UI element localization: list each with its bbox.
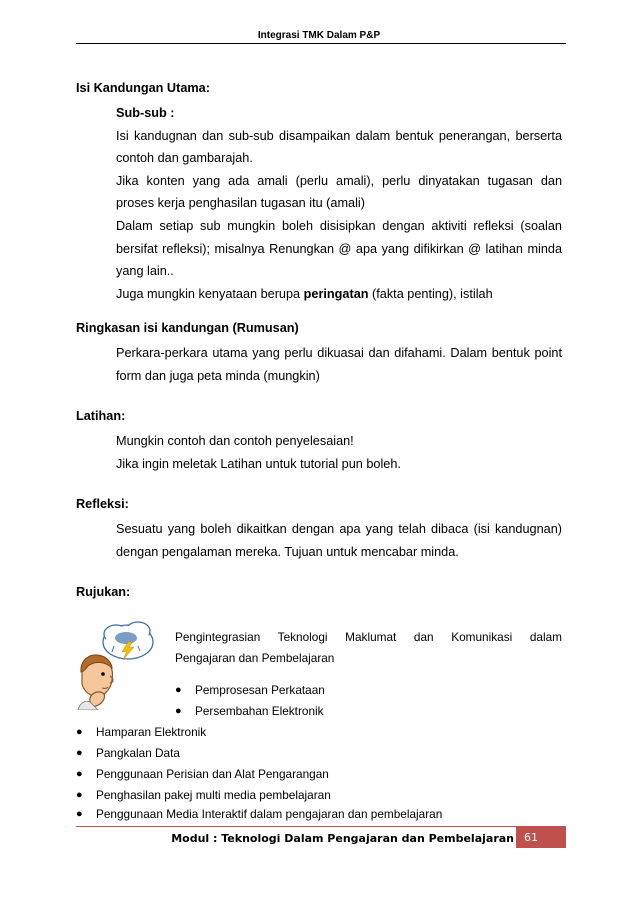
isi-line: yang lain.. <box>116 264 174 279</box>
bullet-icon: ● <box>76 789 83 801</box>
list-item <box>76 764 329 785</box>
latihan-line: Jika ingin meletak Latihan untuk tutorial pun boleh. <box>116 456 401 471</box>
list-item-label: Hamparan Elektronik <box>96 725 207 739</box>
list-item-label: Pangkalan Data <box>96 746 180 760</box>
footer-rule <box>76 826 566 827</box>
thinking-person-icon <box>76 616 166 710</box>
list-item <box>76 804 443 825</box>
section-refleksi <box>76 495 562 563</box>
section-isi <box>76 79 562 305</box>
bullet-icon: ● <box>175 684 182 696</box>
bullet-icon: ● <box>175 705 182 717</box>
isi-line <box>116 283 562 306</box>
section-ringkasan <box>76 319 562 387</box>
section-rujukan <box>76 583 562 601</box>
list-item <box>175 701 324 722</box>
ringkasan-line: Perkara-perkara utama yang perlu dikuasai dan difahami. Dalam bentuk point <box>116 346 562 360</box>
bullet-icon: ● <box>76 768 83 780</box>
section-heading-refleksi: Refleksi: <box>76 497 129 511</box>
isi-last-pre: Juga mungkin kenyataan berupa <box>116 286 301 301</box>
refleksi-line: dengan pengalaman mereka. Tujuan untuk mencabar minda. <box>116 544 459 559</box>
list-item <box>175 680 325 701</box>
list-item-label: Penggunaan Perisian dan Alat Pengarangan <box>96 767 329 781</box>
bullet-icon: ● <box>76 747 83 759</box>
isi-line: Jika konten yang ada amali (perlu amali), perlu dinyatakan tugasan dan <box>116 173 562 188</box>
list-item <box>76 785 331 806</box>
list-item-label: Persembahan Elektronik <box>195 704 324 718</box>
section-heading-latihan: Latihan: <box>76 409 126 423</box>
rujukan-title-line: Pengintegrasian Teknologi Maklumat dan Komunikasi dalam <box>175 630 562 644</box>
list-item-label: Pemprosesan Perkataan <box>195 683 325 697</box>
rujukan-title <box>175 627 562 669</box>
footer-title: Modul : Teknologi Dalam Pengajaran dan Pembelajaran <box>171 832 514 845</box>
bullet-icon: ● <box>76 726 83 738</box>
isi-line: Dalam setiap sub mungkin boleh disisipkan dengan aktiviti refleksi (soalan <box>116 218 562 233</box>
page-number: 61 <box>516 827 566 848</box>
isi-line: contoh dan gambarajah. <box>116 151 253 166</box>
list-item <box>76 743 180 764</box>
bullet-icon: ● <box>76 808 83 820</box>
rujukan-title-line: Pengajaran dan Pembelajaran <box>175 651 335 665</box>
section-heading-ringkasan: Ringkasan isi kandungan (Rumusan) <box>76 321 299 335</box>
latihan-line: Mungkin contoh dan contoh penyelesaian! <box>116 434 354 448</box>
sub-label: Sub-sub : <box>116 106 175 120</box>
page-header: Integrasi TMK Dalam P&P <box>257 30 381 41</box>
list-item <box>76 722 207 743</box>
isi-line: proses kerja penghasilan tugasan itu (amali) <box>116 196 365 211</box>
list-item-label: Penggunaan Media Interaktif dalam pengajaran dan pembelajaran <box>96 807 443 821</box>
list-item-label: Penghasilan pakej multi media pembelajaran <box>96 788 331 802</box>
ringkasan-line: form dan juga peta minda (mungkin) <box>116 368 320 383</box>
isi-last-post: (fakta penting), istilah <box>372 286 493 301</box>
isi-line: Isi kandugnan dan sub-sub disampaikan dalam bentuk penerangan, berserta <box>116 128 562 143</box>
peringatan-term: peringatan <box>303 286 369 301</box>
section-heading-isi: Isi Kandungan Utama: <box>76 81 210 95</box>
header-rule <box>76 43 566 44</box>
section-latihan <box>76 407 562 475</box>
refleksi-line: Sesuatu yang boleh dikaitkan dengan apa yang telah dibaca (isi kandugnan) <box>116 522 562 536</box>
section-heading-rujukan: Rujukan: <box>76 585 131 599</box>
isi-line: bersifat refleksi); misalnya Renungkan @ apa yang difikirkan @ latihan minda <box>116 241 562 256</box>
